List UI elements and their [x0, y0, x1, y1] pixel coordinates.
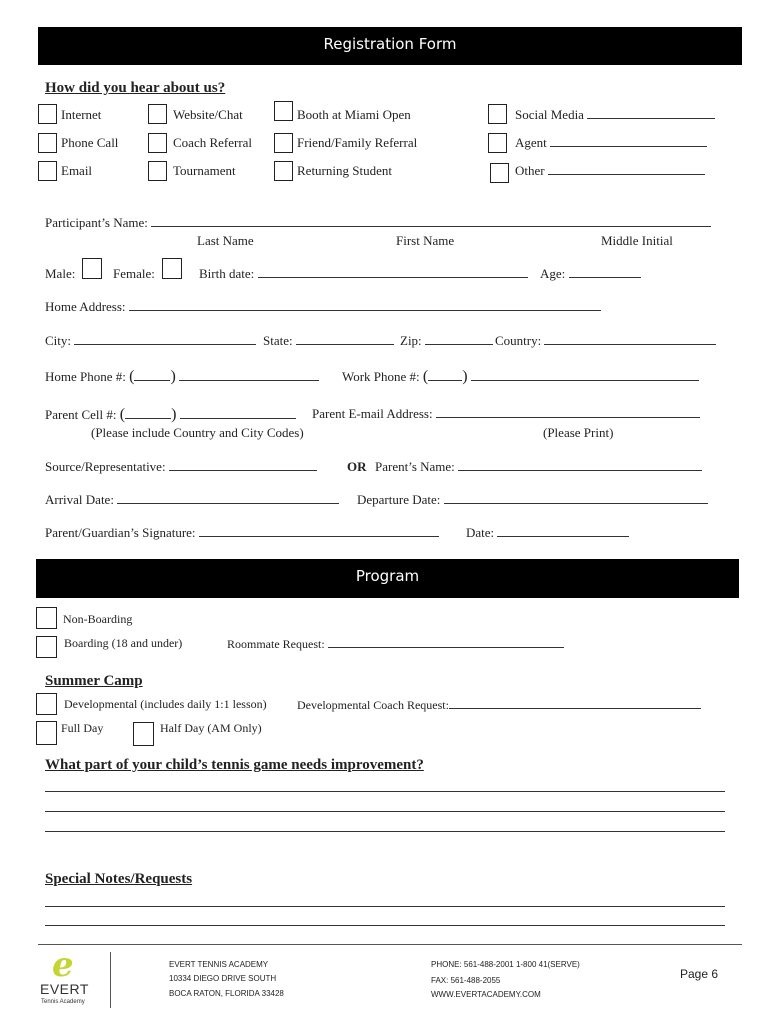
footer-divider — [110, 952, 111, 1008]
female-label: Female: — [113, 266, 155, 281]
label-friend-family: Friend/Family Referral — [297, 135, 418, 150]
country-field[interactable]: Country: — [495, 333, 716, 349]
label-tournament: Tournament — [173, 163, 236, 178]
checkbox-phone-call[interactable] — [38, 133, 57, 153]
label-booth: Booth at Miami Open — [297, 107, 411, 122]
improvement-heading: What part of your child’s tennis game needs improvement? — [45, 757, 424, 773]
checkbox-tournament[interactable] — [148, 161, 167, 181]
label-developmental: Developmental (includes daily 1:1 lesson) — [64, 697, 267, 711]
notes-line-2[interactable] — [45, 925, 725, 926]
special-notes-heading: Special Notes/Requests — [45, 871, 193, 887]
checkbox-friend-family[interactable] — [274, 133, 293, 153]
footer-address-line-2: 10334 DIEGO DRIVE SOUTH — [169, 974, 277, 983]
home-phone-field[interactable]: Home Phone #: ( ) — [45, 368, 319, 386]
signature-field[interactable]: Parent/Guardian’s Signature: — [45, 525, 439, 541]
checkbox-boarding[interactable] — [36, 636, 57, 658]
checkbox-agent[interactable] — [488, 133, 507, 153]
state-field[interactable]: State: — [263, 333, 394, 349]
parent-cell-field[interactable]: Parent Cell #: ( ) — [45, 406, 296, 424]
improvement-line-2[interactable] — [45, 811, 725, 812]
departure-date-field[interactable]: Departure Date: — [357, 492, 708, 508]
label-phone-call: Phone Call — [61, 135, 119, 150]
checkbox-internet[interactable] — [38, 104, 57, 124]
developmental-coach-request-field[interactable]: Developmental Coach Request: — [297, 697, 701, 713]
middle-initial-caption: Middle Initial — [601, 233, 673, 248]
label-boarding: Boarding (18 and under) — [64, 636, 183, 650]
summer-camp-heading: Summer Camp — [45, 673, 143, 689]
checkbox-coach-referral[interactable] — [148, 133, 167, 153]
program-title: Program — [355, 567, 420, 585]
checkbox-full-day[interactable] — [36, 721, 57, 745]
zip-field[interactable]: Zip: — [400, 333, 493, 349]
improvement-line-3[interactable] — [45, 831, 725, 832]
parent-email-field[interactable]: Parent E-mail Address: — [312, 406, 700, 422]
city-field[interactable]: City: — [45, 333, 256, 349]
checkbox-non-boarding[interactable] — [36, 607, 57, 629]
hear-about-heading: How did you hear about us? — [45, 80, 226, 96]
or-label: OR — [347, 459, 367, 474]
label-non-boarding: Non-Boarding — [63, 612, 133, 626]
footer-address-line-3: BOCA RATON, FLORIDA 33428 — [169, 989, 284, 998]
source-representative-field[interactable]: Source/Representative: — [45, 459, 317, 475]
first-name-caption: First Name — [396, 233, 455, 248]
last-name-caption: Last Name — [197, 233, 254, 248]
registration-form-header — [38, 27, 742, 65]
page-number: Page 6 — [680, 967, 719, 981]
program-header — [36, 559, 739, 598]
birth-date-field[interactable]: Birth date: — [199, 266, 528, 282]
logo-name: EVERT — [40, 981, 89, 997]
male-label: Male: — [45, 266, 76, 281]
improvement-line-1[interactable] — [45, 791, 725, 792]
footer-phone: PHONE: 561-488-2001 1-800 41(SERVE) — [431, 960, 580, 969]
country-codes-note: (Please include Country and City Codes) — [91, 425, 304, 440]
checkbox-website-chat[interactable] — [148, 104, 167, 124]
registration-form-title: Registration Form — [323, 35, 457, 53]
checkbox-social-media[interactable] — [488, 104, 507, 124]
logo-subtitle: Tennis Academy — [41, 999, 85, 1005]
footer-address-line-1: EVERT TENNIS ACADEMY — [169, 960, 269, 969]
checkbox-male[interactable] — [82, 258, 102, 279]
label-internet: Internet — [61, 107, 102, 122]
label-email: Email — [61, 163, 93, 178]
notes-line-1[interactable] — [45, 906, 725, 907]
footer-fax: FAX: 561-488-2055 — [431, 976, 501, 985]
footer-website[interactable]: WWW.EVERTACADEMY.COM — [431, 990, 541, 999]
parents-name-field[interactable]: Parent’s Name: — [375, 459, 702, 475]
label-coach-referral: Coach Referral — [173, 135, 253, 150]
label-agent: Agent — [515, 135, 707, 151]
roommate-request-field[interactable]: Roommate Request: — [227, 636, 564, 652]
label-other: Other — [515, 163, 705, 179]
checkbox-email[interactable] — [38, 161, 57, 181]
work-phone-field[interactable]: Work Phone #: ( ) — [342, 368, 699, 386]
home-address-field[interactable]: Home Address: — [45, 299, 601, 315]
please-print-note: (Please Print) — [543, 425, 614, 440]
participant-name-field[interactable]: Participant’s Name: — [45, 215, 711, 231]
arrival-date-field[interactable]: Arrival Date: — [45, 492, 339, 508]
label-full-day: Full Day — [61, 721, 104, 735]
logo-letter-icon: e — [52, 945, 74, 985]
footer-rule — [38, 944, 742, 945]
label-half-day: Half Day (AM Only) — [160, 721, 262, 735]
checkbox-female[interactable] — [162, 258, 182, 279]
age-field[interactable]: Age: — [540, 266, 641, 282]
checkbox-developmental[interactable] — [36, 693, 57, 715]
label-returning-student: Returning Student — [297, 163, 392, 178]
checkbox-returning-student[interactable] — [274, 161, 293, 181]
checkbox-other[interactable] — [490, 163, 509, 183]
label-website-chat: Website/Chat — [173, 107, 243, 122]
checkbox-booth[interactable] — [274, 101, 293, 121]
signature-date-field[interactable]: Date: — [466, 525, 629, 541]
label-social-media: Social Media — [515, 107, 715, 123]
evert-logo — [38, 945, 98, 1013]
checkbox-half-day[interactable] — [133, 722, 154, 746]
